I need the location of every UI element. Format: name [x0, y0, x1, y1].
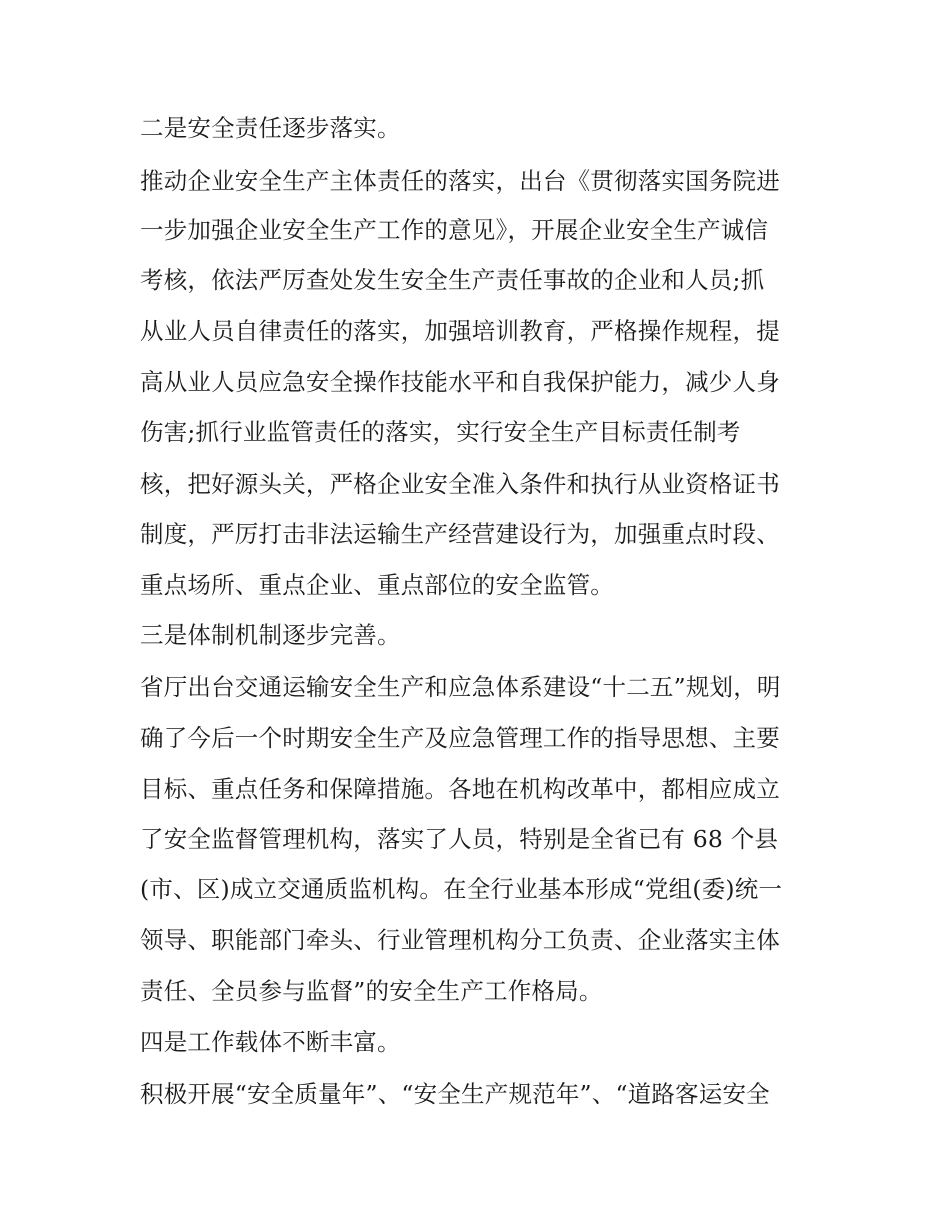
paragraph-line: 伤害;抓行业监管责任的落实，实行安全生产目标责任制考: [140, 418, 741, 446]
paragraph-line: 目标、重点任务和保障措施。各地在机构改革中，都相应成立: [140, 775, 780, 803]
paragraph-line: 领导、职能部门牵头、行业管理机构分工负责、企业落实主体: [140, 926, 780, 954]
paragraph-line: 重点场所、重点企业、重点部位的安全监管。: [140, 571, 614, 599]
paragraph-line: 责任、全员参与监督”的安全生产工作格局。: [140, 977, 603, 1005]
paragraph-line: 了安全监督管理机构，落实了人员，特别是全省已有 68 个县: [140, 825, 779, 853]
paragraph-line: 高从业人员应急安全操作技能水平和自我保护能力，减少人身: [140, 368, 780, 396]
paragraph-line: 从业人员自律责任的落实，加强培训教育，严格操作规程，提: [140, 317, 780, 345]
paragraph-line: 省厅出台交通运输安全生产和应急体系建设“十二五”规划，明: [140, 673, 781, 701]
paragraph-line: 考核，依法严厉查处发生安全生产责任事故的企业和人员;抓: [140, 266, 765, 294]
paragraph-line: 推动企业安全生产主体责任的落实，出台《贯彻落实国务院进: [140, 167, 780, 195]
paragraph-line: 积极开展“安全质量年”、“安全生产规范年”、“道路客运安全: [140, 1080, 770, 1108]
paragraph-line: 确了今后一个时期安全生产及应急管理工作的指导思想、主要: [140, 724, 780, 752]
heading-line-2: 二是安全责任逐步落实。: [140, 114, 401, 142]
paragraph-line: 一步加强企业安全生产工作的意见》，开展企业安全生产诚信: [140, 216, 769, 244]
paragraph-line: (市、区)成立交通质监机构。在全行业基本形成“党组(委)统一: [140, 875, 783, 903]
heading-line-4: 四是工作载体不断丰富。: [140, 1028, 401, 1056]
paragraph-line: 核，把好源头关，严格企业安全准入条件和执行从业资格证书: [140, 470, 780, 498]
heading-line-3: 三是体制机制逐步完善。: [140, 621, 401, 649]
paragraph-line: 制度，严厉打击非法运输生产经营建设行为，加强重点时段、: [140, 520, 780, 548]
